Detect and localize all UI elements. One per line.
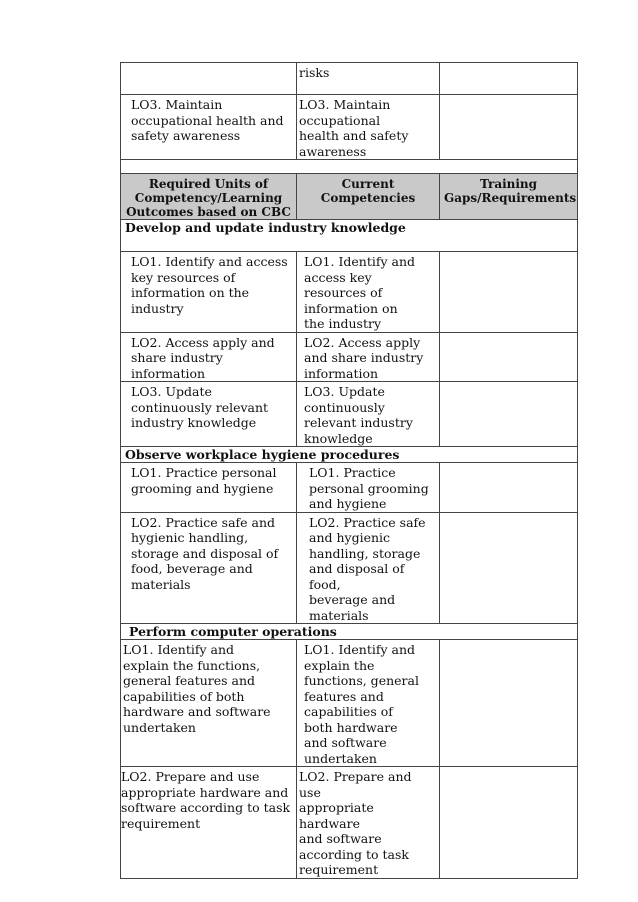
cell-current: LO3. Update continuously relevant industry knowledge (297, 382, 440, 447)
cell-gaps (440, 95, 578, 160)
table-row (121, 463, 578, 513)
cell-required: LO2. Access apply and share industry information (121, 332, 297, 382)
competency-table (120, 62, 578, 879)
cell-current: risks (297, 63, 440, 95)
cell-current: LO1. Identify and access key resources of information on the industry (297, 252, 440, 333)
cell-gaps (440, 63, 578, 95)
cell-gaps (440, 252, 578, 333)
table-row (121, 382, 578, 447)
table-row (121, 63, 578, 95)
cell-required: LO3. Update continuously relevant industry knowledge (121, 382, 297, 447)
cell-gaps (440, 463, 578, 513)
cell-current: LO1. Identify and explain the functions, general features and capabilities of both hardware and software undertaken (297, 640, 440, 767)
cell-current: LO3. Maintain occupational health and safety awareness (297, 95, 440, 160)
cell-required: LO1. Identify and explain the functions, general features and capabilities of both hardware and software undertaken (121, 640, 297, 767)
cell-gaps (440, 767, 578, 879)
cell-required: LO2. Prepare and use appropriate hardware and software according to task requirement (121, 767, 297, 879)
section-title: Develop and update industry knowledge (121, 220, 578, 252)
header-required-units: Required Units of Competency/Learning Outcomes based on CBC (121, 174, 297, 220)
cell-gaps (440, 382, 578, 447)
cell-current: LO2. Access apply and share industry information (297, 332, 440, 382)
cell-gaps (440, 640, 578, 767)
cell-required: LO1. Practice personal grooming and hygiene (121, 463, 297, 513)
section-title: Perform computer operations (121, 624, 578, 640)
cell-current: LO1. Practice personal grooming and hygiene (297, 463, 440, 513)
spacer-row (121, 160, 578, 174)
cell-gaps (440, 332, 578, 382)
cell-required (121, 63, 297, 95)
cell-required: LO2. Practice safe and hygienic handling, storage and disposal of food, beverage and materials (121, 512, 297, 624)
table-row (121, 332, 578, 382)
cell-gaps (440, 512, 578, 624)
header-training-gaps: Training Gaps/Requirements (440, 174, 578, 220)
cell-required: LO1. Identify and access key resources of information on the industry (121, 252, 297, 333)
cell-current: LO2. Prepare and use appropriate hardware and software according to task requirement (297, 767, 440, 879)
table-row (121, 512, 578, 624)
table-row (121, 767, 578, 879)
section-title-row (121, 624, 578, 640)
table-row (121, 95, 578, 160)
table-header (121, 174, 578, 220)
section-title-row (121, 447, 578, 463)
table-row (121, 640, 578, 767)
cell-required: LO3. Maintain occupational health and safety awareness (121, 95, 297, 160)
header-current-competencies: Current Competencies (297, 174, 440, 220)
section-title: Observe workplace hygiene procedures (121, 447, 578, 463)
table-row (121, 252, 578, 333)
cell-current: LO2. Practice safe and hygienic handling, storage and disposal of food, beverage and materials (297, 512, 440, 624)
section-title-row (121, 220, 578, 252)
